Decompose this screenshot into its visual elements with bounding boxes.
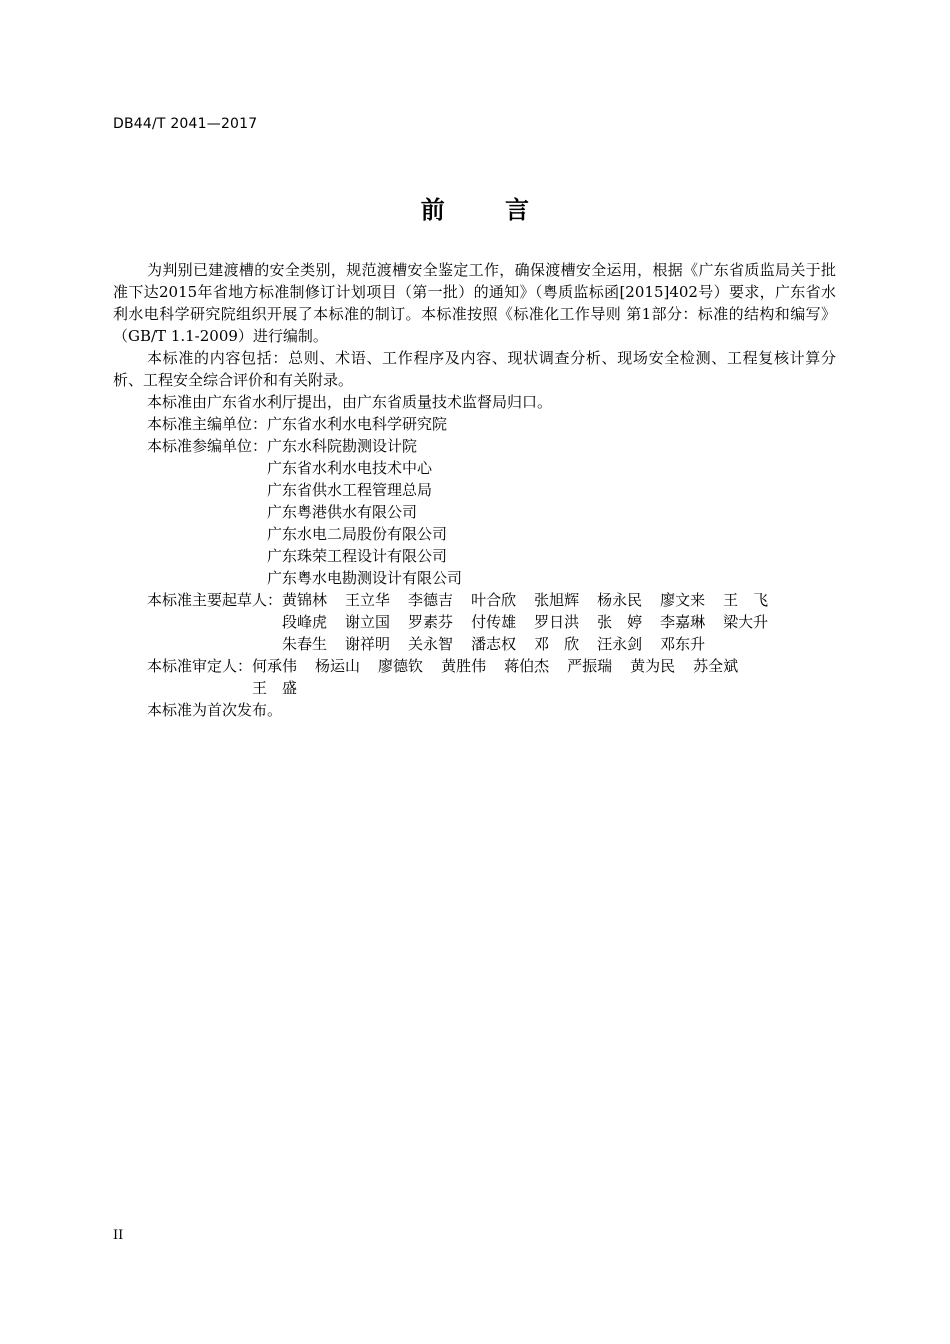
drafters-line [282,589,786,611]
title-char-right: 言 [505,196,530,224]
drafter-name: 黄锦林 [282,591,328,609]
drafter-name: 李嘉琳 [660,613,706,631]
page-title [0,190,950,225]
reviewers-list [252,655,756,699]
drafter-name: 谢立国 [345,613,391,631]
drafter-name: 张旭辉 [534,591,580,609]
drafter-name: 李德吉 [408,591,454,609]
drafter-name: 张 婷 [597,613,643,631]
drafter-name: 关永智 [408,635,454,653]
paragraph-contents: 本标准的内容包括：总则、术语、工作程序及内容、现状调查分析、现场安全检测、工程复核计算分析、工程安全综合评价和有关附录。 [113,349,836,389]
reviewer-name: 王 盛 [252,679,298,697]
participant-item: 广东水电二局股份有限公司 [267,525,448,543]
reviewer-name: 苏全斌 [693,657,739,675]
reviewer-name: 何承伟 [252,657,298,675]
participant-item: 广东粤水电勘测设计有限公司 [267,569,463,587]
drafter-name: 朱春生 [282,635,328,653]
document-code: DB44/T 2041—2017 [113,116,258,132]
drafter-name: 潘志权 [471,635,517,653]
drafter-name: 罗日洪 [534,613,580,631]
drafter-name: 段峰虎 [282,613,328,631]
participant-item: 广东珠荣工程设计有限公司 [267,547,448,565]
foreword-body [113,259,836,721]
drafter-name: 梁大升 [723,613,769,631]
drafters-label: 本标准主要起草人： [147,591,283,609]
reviewer-name: 蒋伯杰 [504,657,550,675]
drafter-name: 付传雄 [471,613,517,631]
reviewer-name: 杨运山 [315,657,361,675]
drafters-line [282,633,786,655]
participant-item: 广东省供水工程管理总局 [267,481,433,499]
drafter-name: 邓东升 [660,635,706,653]
participant-item: 广东水科院勘测设计院 [267,437,418,455]
main-editor-row [113,413,836,435]
drafter-name: 邓 欣 [534,635,580,653]
participants-row [113,435,836,589]
drafter-name: 王立华 [345,591,391,609]
drafter-name: 王 飞 [723,591,769,609]
first-release-note: 本标准为首次发布。 [147,701,283,719]
drafters-list [282,589,786,655]
participant-item: 广东粤港供水有限公司 [267,503,418,521]
drafter-name: 叶合欣 [471,591,517,609]
reviewers-line [252,677,756,699]
participants-list [267,435,462,589]
drafter-name: 谢祥明 [345,635,391,653]
main-editor-label: 本标准主编单位： [147,415,268,433]
reviewer-name: 黄为民 [630,657,676,675]
drafter-name: 罗素芬 [408,613,454,631]
reviewers-row [113,655,836,699]
participants-label: 本标准参编单位： [147,437,268,455]
reviewer-name: 廖德钦 [378,657,424,675]
drafters-row [113,589,836,655]
drafter-name: 廖文来 [660,591,706,609]
drafter-name: 杨永民 [597,591,643,609]
page-number: II [113,1228,124,1243]
reviewers-label: 本标准审定人： [147,657,253,675]
reviewer-name: 黄胜伟 [441,657,487,675]
reviewers-line [252,655,756,677]
drafters-line [282,611,786,633]
title-char-left: 前 [420,196,445,224]
main-editor-value: 广东省水利水电科学研究院 [267,415,448,433]
paragraph-purpose: 为判别已建渡槽的安全类别，规范渡槽安全鉴定工作，确保渡槽安全运用，根据《广东省质监局关于批准下达2015年省地方标准制修订计划项目（第一批）的通知》（粤质监标函[2015]402号）要求，广东省水利水电科学研究院组织开展了本标准的制订。本标准按照《标准化工作导则 第1部分：标准的结构和编写》（GB/T 1.1-2009）进行编制。 [113,261,836,345]
participant-item: 广东省水利水电技术中心 [267,459,433,477]
reviewer-name: 严振瑞 [567,657,613,675]
paragraph-proposer: 本标准由广东省水利厅提出，由广东省质量技术监督局归口。 [147,393,553,411]
drafter-name: 汪永剑 [597,635,643,653]
